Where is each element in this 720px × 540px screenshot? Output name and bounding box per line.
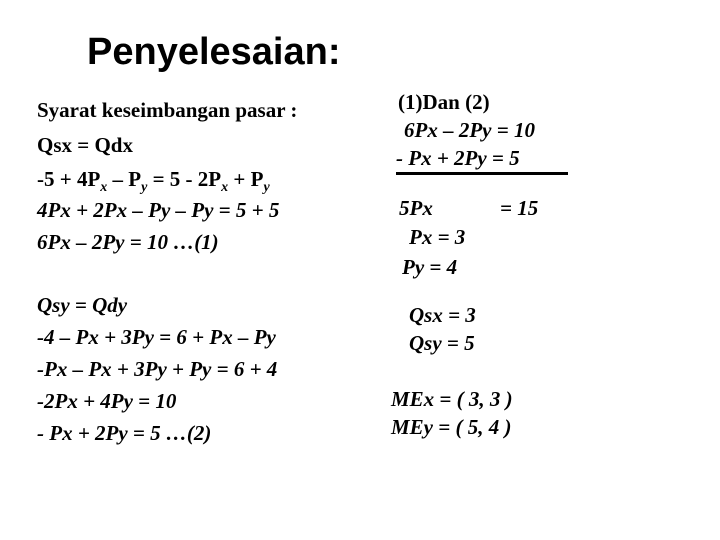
y-equation-line: Qsy = Qdy <box>37 293 128 317</box>
sum-left: 5Px <box>399 196 433 220</box>
x-substitution-line: $-5 + 4P_x - P_y = 5 - 2P_x + P_y$ <box>37 167 270 196</box>
py-result: Py = 4 <box>402 255 458 279</box>
y-rearranged-line: -Px – Px + 3Py + Py = 6 + 4 <box>37 357 278 381</box>
equation-1-restated: 6Px – 2Py = 10 <box>404 118 535 142</box>
x-rearranged-line: 4Px + 2Px – Py – Py = 5 + 5 <box>37 198 280 222</box>
qsy-result: Qsy = 5 <box>409 331 475 355</box>
mex-result: MEx = ( 3, 3 ) <box>391 387 513 411</box>
y-substitution-line: -4 – Px + 3Py = 6 + Px – Py <box>37 325 276 349</box>
x-equation-line: Qsx = Qdx <box>37 133 133 157</box>
slide-title: Penyelesaian: <box>87 31 341 73</box>
equation-1-line: 6Px – 2Py = 10 …(1) <box>37 230 219 254</box>
equation-2-restated: - Px + 2Py = 5 <box>396 146 520 170</box>
qsx-result: Qsx = 3 <box>409 303 476 327</box>
px-result: Px = 3 <box>409 225 466 249</box>
sum-right: = 15 <box>500 196 539 220</box>
equilibrium-condition-heading: Syarat keseimbangan pasar : <box>37 98 298 122</box>
y-simplified-line: -2Px + 4Py = 10 <box>37 389 177 413</box>
equation-2-line: - Px + 2Py = 5 …(2) <box>37 421 212 445</box>
mey-result: MEy = ( 5, 4 ) <box>391 415 512 439</box>
combine-heading: (1)Dan (2) <box>398 90 490 114</box>
addition-rule-line <box>396 172 568 175</box>
